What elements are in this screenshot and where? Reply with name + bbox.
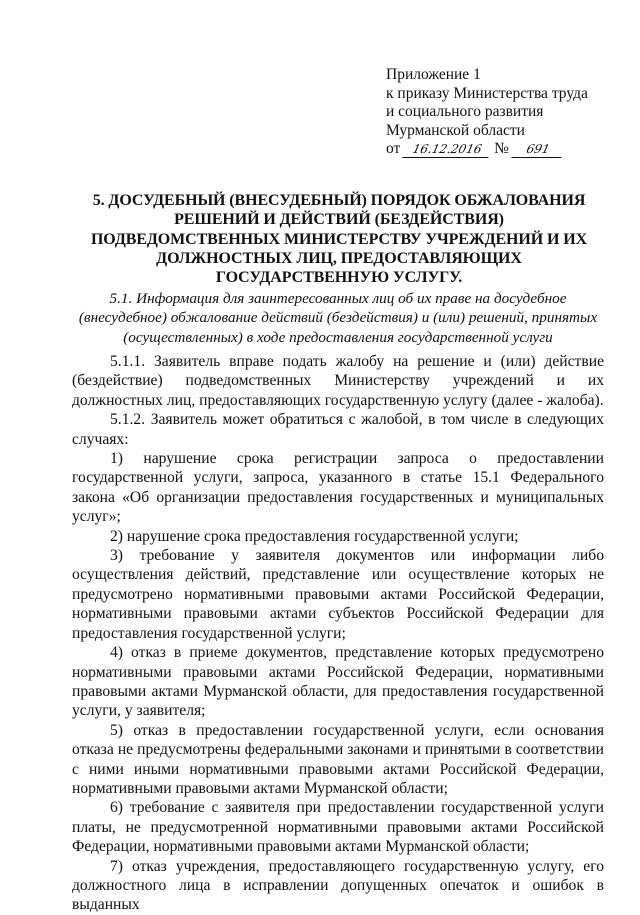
list-item-3: 3) требование у заявителя документов или информации либо осуществления действий, представление или осуществление которых не предусмотрено нормативными правовыми актами Российской Федерации, нормативными правовыми актами субъектов Российской Федерации для предоставления государственной услуги;	[72, 547, 604, 642]
appendix-title: Приложение 1	[386, 66, 481, 83]
handwritten-date: 16.12.2016	[403, 142, 492, 158]
list-item-7: 7) отказ учреждения, предоставляющего государственную услугу, его должностного лица в исправлении допущенных опечаток и ошибок в выданных	[72, 857, 604, 914]
date-prefix: от	[386, 140, 401, 157]
paragraph-5-1-1: 5.1.1. Заявитель вправе подать жалобу на решение и (или) действие (бездействие) подведомственных Министерству учреждений и их должностных лиц, предоставляющих государственную услугу (далее - жалоба).	[72, 353, 604, 409]
list-item-4: 4) отказ в приеме документов, представление которых предусмотрено нормативными правовыми актами Российской Федерации, нормативными правовыми актами Мурманской области, для предоставления государственной услуги, у заявителя;	[72, 644, 604, 720]
appendix-ministry-line: и социального развития	[386, 103, 544, 120]
appendix-date-line	[386, 140, 588, 159]
handwritten-number: 691	[511, 142, 564, 158]
appendix-order-ref: к приказу Министерства труда	[386, 84, 588, 102]
section-heading: 5. ДОСУДЕБНЫЙ (ВНЕСУДЕБНЫЙ) ПОРЯДОК ОБЖАЛОВАНИЯ РЕШЕНИЙ И ДЕЙСТВИЙ (БЕЗДЕЙСТВИЯ) ПОДВЕДОМСТВЕННЫХ МИНИСТЕРСТВУ УЧРЕЖДЕНИЙ И ИХ ДОЛЖНОСТНЫХ ЛИЦ, ПРЕДОСТАВЛЯЮЩИХ ГОСУДАРСТВЕННУЮ УСЛУГУ.	[90, 192, 588, 287]
list-item-6: 6) требование с заявителя при предоставлении государственной услуги платы, не предусмотренной нормативными правовыми актами Российской Федерации, нормативными правовыми актами Мурманской области;	[72, 799, 604, 856]
section-subheading: 5.1. Информация для заинтересованных лиц об их праве на досудебное (внесудебное) обжалование действий (бездействия) и (или) решений, принятых (осуществленных) в ходе предоставления государственной услуги	[78, 290, 598, 346]
appendix-block	[386, 66, 588, 159]
list-item-1: 1) нарушение срока регистрации запроса о предоставлении государственной услуги, запроса, указанного в статье 15.1 Федерального закона «Об организации предоставления государственных и муниципальных услуг»;	[72, 450, 604, 526]
appendix-region-line: Мурманской области	[386, 121, 525, 139]
list-item-2: 2) нарушение срока предоставления государственной услуги;	[110, 527, 519, 545]
number-prefix: №	[494, 140, 509, 157]
list-item-5: 5) отказ в предоставлении государственной услуги, если основания отказа не предусмотрены федеральными законами и принятыми в соответствии с ними иными нормативными правовыми актами Российской Федерации, нормативными правовыми актами Мурманской области;	[72, 721, 604, 797]
document-body	[72, 352, 604, 915]
paragraph-5-1-2: 5.1.2. Заявитель может обратиться с жалобой, в том числе в следующих случаях:	[72, 411, 604, 448]
